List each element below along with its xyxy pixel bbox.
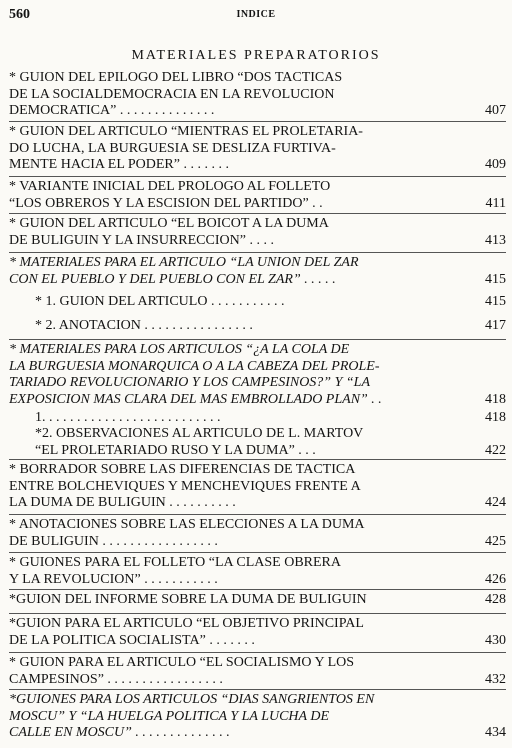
toc-page-number: 426 <box>485 571 506 587</box>
toc-entry-title <box>9 179 441 212</box>
toc-entry-line: * 1. GUION DEL ARTICULO . . . . . . . . . . . <box>35 294 285 309</box>
toc-entry-title <box>9 342 441 408</box>
toc-page-number: 415 <box>485 294 506 309</box>
toc-entry-title <box>35 410 455 427</box>
entry-separator <box>9 652 506 653</box>
toc-entry-line: DE LA POLITICA SOCIALISTA” . . . . . . . <box>9 632 255 648</box>
toc-entry-title <box>35 294 455 311</box>
toc-entry-title <box>9 616 441 649</box>
toc-entry-line: * BORRADOR SOBRE LAS DIFERENCIAS DE TACTICA <box>9 462 356 477</box>
toc-entry-line: DO LUCHA, LA BURGUESIA SE DESLIZA FURTIVA- <box>9 140 336 156</box>
running-header <box>9 7 503 25</box>
toc-entry-title <box>35 426 455 459</box>
toc-entry-line: * VARIANTE INICIAL DEL PROLOGO AL FOLLETO <box>9 179 331 194</box>
toc-entry-line: LA DUMA DE BULIGUIN . . . . . . . . . . <box>9 495 236 510</box>
toc-entry-line: DEMOCRATICA” . . . . . . . . . . . . . . <box>9 103 215 118</box>
toc-entry-line: ENTRE BOLCHEVIQUES Y MENCHEVIQUES FRENTE A <box>9 478 361 494</box>
toc-entry-line: * 2. ANOTACION . . . . . . . . . . . . . . . . <box>35 318 253 333</box>
running-title: INDICE <box>236 9 276 20</box>
toc-entry-line: *GUION PARA EL ARTICULO “EL OBJETIVO PRINCIPAL <box>9 616 364 631</box>
toc-entry-title <box>9 462 441 512</box>
toc-entry-line: Y LA REVOLUCION” . . . . . . . . . . . <box>9 571 218 587</box>
entry-separator <box>9 459 506 460</box>
toc-entry-title <box>9 255 441 288</box>
toc-entry-line: EXPOSICION MAS CLARA DEL MAS EMBROLLADO PLAN” . . <box>9 391 382 407</box>
toc-page-number: 418 <box>485 391 506 407</box>
toc-entry-line: MOSCU” Y “LA HUELGA POLITICA Y LA LUCHA DE <box>9 708 330 724</box>
toc-entry-line: TARIADO REVOLUCIONARIO Y LOS CAMPESINOS?” Y “LA <box>9 375 370 390</box>
toc-entry-line: “LOS OBREROS Y LA ESCISION DEL PARTIDO” . . <box>9 195 323 211</box>
toc-page-number: 417 <box>485 318 506 333</box>
toc-entry-line: DE BULIGUIN . . . . . . . . . . . . . . . . . <box>9 533 218 549</box>
toc-entry-title <box>9 692 441 742</box>
toc-entry-line: CON EL PUEBLO Y DEL PUEBLO CON EL ZAR” . . . . . <box>9 271 336 287</box>
entry-separator <box>9 689 506 690</box>
toc-page-number: 415 <box>485 271 506 287</box>
toc-page-number: 432 <box>485 671 506 687</box>
entry-separator <box>9 514 506 515</box>
toc-entry-title <box>9 592 441 609</box>
toc-entry-line: DE LA SOCIALDEMOCRACIA EN LA REVOLUCION <box>9 86 335 102</box>
toc-entry-title <box>9 70 441 120</box>
toc-entry-line: * GUION PARA EL ARTICULO “EL SOCIALISMO Y LOS <box>9 655 355 670</box>
toc-entry-line: * MATERIALES PARA LOS ARTICULOS “¿A LA COLA DE <box>9 342 350 357</box>
entry-separator <box>9 213 506 214</box>
toc-entry-title <box>35 318 455 335</box>
entry-separator <box>9 552 506 553</box>
toc-page-number: 430 <box>485 632 506 648</box>
toc-entry-line: *2. OBSERVACIONES AL ARTICULO DE L. MARTOV <box>35 426 364 441</box>
toc-entry-title <box>9 124 441 174</box>
toc-page-number: 424 <box>485 495 506 510</box>
toc-entry-line: CAMPESINOS” . . . . . . . . . . . . . . . . . <box>9 671 223 687</box>
toc-entry-line: DE BULIGUIN Y LA INSURRECCION” . . . . <box>9 232 274 248</box>
toc-entry-line: *GUION DEL INFORME SOBRE LA DUMA DE BULIGUIN <box>9 592 367 607</box>
entry-separator <box>9 121 506 122</box>
toc-entry-title <box>9 517 441 550</box>
toc-page-number: 428 <box>485 592 506 607</box>
toc-entry-line: * ANOTACIONES SOBRE LAS ELECCIONES A LA DUMA <box>9 517 365 532</box>
toc-entry-title <box>9 555 441 588</box>
toc-entry-line: 1. . . . . . . . . . . . . . . . . . . . . . . . . . <box>35 410 221 425</box>
entry-separator <box>9 589 506 590</box>
toc-entry-title <box>9 655 441 688</box>
entry-separator <box>9 176 506 177</box>
page-number: 560 <box>9 7 30 22</box>
toc-entry-title <box>9 216 441 249</box>
toc-entry-line: * MATERIALES PARA EL ARTICULO “LA UNION DEL ZAR <box>9 255 359 270</box>
toc-entry-line: CALLE EN MOSCU” . . . . . . . . . . . . . . <box>9 725 230 740</box>
toc-entry-line: *GUIONES PARA LOS ARTICULOS “DIAS SANGRIENTOS EN <box>9 692 375 707</box>
toc-page-number: 409 <box>485 157 506 172</box>
toc-entry-line: MENTE HACIA EL PODER” . . . . . . . <box>9 157 229 172</box>
toc-page-number: 418 <box>485 410 506 425</box>
toc-page-number: 434 <box>485 725 506 740</box>
toc-page-number: 407 <box>485 103 506 118</box>
toc-entry-line: “EL PROLETARIADO RUSO Y LA DUMA” . . . <box>35 442 316 458</box>
entry-separator <box>9 252 506 253</box>
toc-entry-line: * GUION DEL ARTICULO “MIENTRAS EL PROLETARIA- <box>9 124 363 139</box>
toc-page-number: 411 <box>485 195 506 211</box>
toc-page-number: 422 <box>485 442 506 458</box>
toc-entry-line: LA BURGUESIA MONARQUICA O A LA CABEZA DEL PROLE- <box>9 358 380 374</box>
toc-page-number: 425 <box>485 533 506 549</box>
toc-entry-line: * GUION DEL ARTICULO “EL BOICOT A LA DUMA <box>9 216 329 231</box>
entry-separator <box>9 339 506 340</box>
section-title: MATERIALES PREPARATORIOS <box>131 48 381 63</box>
entry-separator <box>9 613 506 614</box>
toc-entry-line: * GUION DEL EPILOGO DEL LIBRO “DOS TACTICAS <box>9 70 343 85</box>
toc-entry-line: * GUIONES PARA EL FOLLETO “LA CLASE OBRERA <box>9 555 342 570</box>
toc-page-number: 413 <box>485 232 506 248</box>
